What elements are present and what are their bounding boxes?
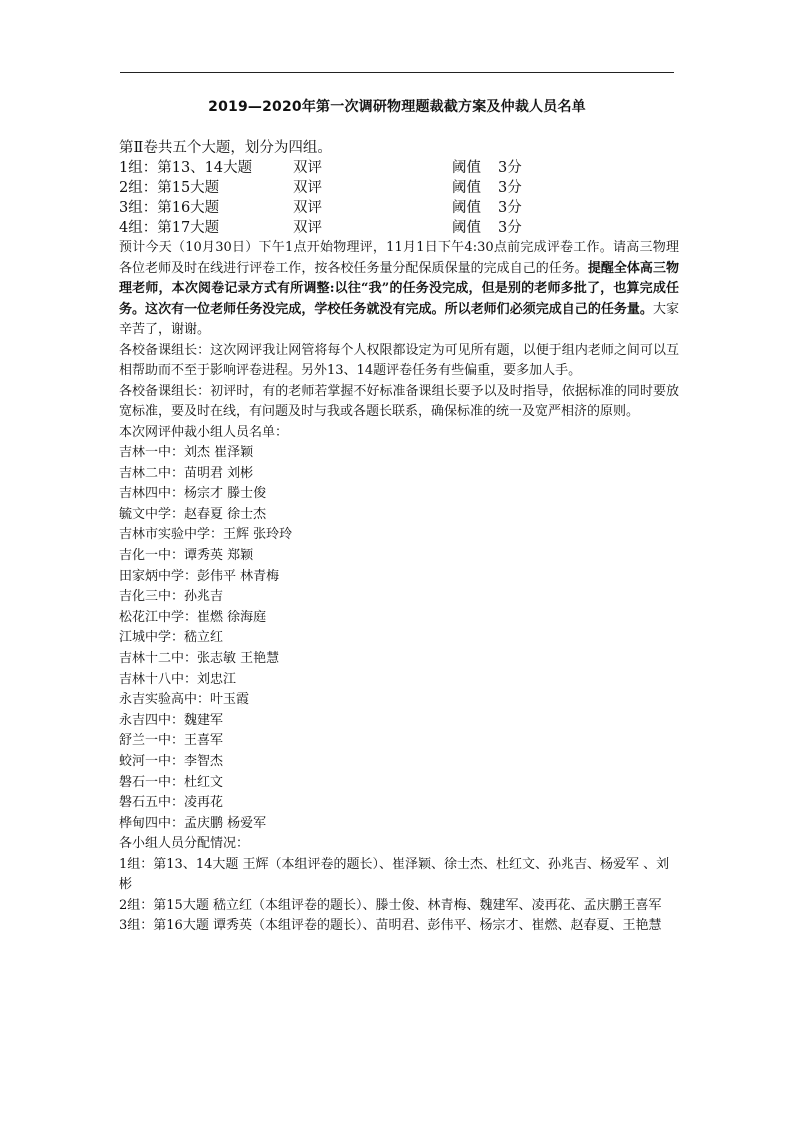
list-item: 毓文中学：赵春夏 徐士杰 xyxy=(119,506,267,522)
group-label: 2组：第15大题 xyxy=(119,180,220,196)
list-item: 吉林二中：苗明君 刘彬 xyxy=(119,465,254,481)
list-item: 吉林十二中：张志敏 王艳慧 xyxy=(119,651,280,667)
list-item: 吉林十八中：刘忠江 xyxy=(119,671,237,687)
threshold-label: 阈值 xyxy=(452,220,481,236)
group-list xyxy=(119,158,679,238)
threshold-value: 3分 xyxy=(498,180,522,196)
list-item: 磐石一中：杜红文 xyxy=(119,774,224,790)
intro-text: 第Ⅱ卷共五个大题，划分为四组。 xyxy=(119,140,332,156)
page-title: 2019—2020年第一次调研物理题裁截方案及仲裁人员名单 xyxy=(208,99,586,115)
list-item: 吉化一中：谭秀英 郑颖 xyxy=(119,548,254,564)
list-item: 松花江中学：崔燃 徐海庭 xyxy=(119,609,267,625)
group-row xyxy=(119,158,679,178)
group-row xyxy=(119,218,679,238)
group-row xyxy=(119,198,679,218)
threshold-value: 3分 xyxy=(498,200,522,216)
document-body xyxy=(119,138,679,937)
assignment-item: 2组：第15大题 嵇立红（本组评卷的题长）、滕士俊、林青梅、魏建军、凌再花、孟庆鹏王喜军 xyxy=(119,897,662,913)
notice-paragraph xyxy=(119,238,679,341)
guidance-paragraph: 各校备课组长：初评时，有的老师若掌握不好标准备课组长要予以及时指导，依据标准的同时要放宽标准，要及时在线，有问题及时与我或各题长联系，确保标准的统一及宽严相济的原则。 xyxy=(119,383,679,419)
list-item: 吉林市实验中学：王辉 张玲玲 xyxy=(119,527,293,543)
threshold-label: 阈值 xyxy=(452,180,481,196)
notice-bold-text: 提醒全体高三物理老师，本次阅卷记录方式有所调整:以往“我”的任务没完成，但是别的老师多批了，也算完成任务。这次有一位老师任务没完成，学校任务就没有完成。所以老师们必须完成自己的任务量。 xyxy=(119,260,679,317)
notice-text: 预计今天（10月30日）下午1点开始物理评，11月1日下午4:30点前完成评卷工作。请高三物理各位老师及时在线进行评卷工作，按各校任务量分配保质保量的完成自己的任务。 xyxy=(119,240,679,276)
threshold-label: 阈值 xyxy=(452,200,481,216)
list-item: 磐石五中：凌再花 xyxy=(119,795,224,811)
assignment-item: 1组：第13、14大题 王辉（本组评卷的题长）、崔泽颖、徐士杰、杜红文、孙兆吉、杨爱军 、刘彬 xyxy=(119,856,670,893)
group-mode: 双评 xyxy=(293,160,322,176)
group-mode: 双评 xyxy=(293,220,322,236)
list-item: 吉林四中：杨宗才 滕士俊 xyxy=(119,486,267,502)
notice-tail-text: 大家辛苦了，谢谢。 xyxy=(119,301,679,337)
list-item: 蛟河一中：李智杰 xyxy=(119,754,224,769)
threshold-value: 3分 xyxy=(498,160,522,176)
list-item: 桦甸四中：孟庆鹏 杨爱军 xyxy=(119,815,267,831)
list-item: 吉化三中：孙兆吉 xyxy=(119,589,224,605)
arbitration-list xyxy=(119,443,679,834)
list-item: 永吉实验高中：叶玉霞 xyxy=(119,692,250,708)
group-mode: 双评 xyxy=(293,200,322,216)
group-mode: 双评 xyxy=(293,180,322,196)
group-row xyxy=(119,178,679,198)
list-item: 吉林一中：刘杰 崔泽颖 xyxy=(119,445,254,461)
permission-paragraph: 各校备课组长：这次网评我让网管将每个人权限都设定为可见所有题，以便于组内老师之间可以互相帮助而不至于影响评卷进程。另外13、14题评卷任务有些偏重，要多加人手。 xyxy=(119,342,679,378)
list-item: 舒兰一中：王喜军 xyxy=(119,733,224,749)
group-label: 3组：第16大题 xyxy=(119,200,220,216)
group-label: 4组：第17大题 xyxy=(119,220,220,236)
assignment-title: 各小组人员分配情况： xyxy=(119,836,250,852)
header-rule xyxy=(120,72,674,73)
list-item: 江城中学：嵇立红 xyxy=(119,630,224,646)
list-title: 本次网评仲裁小组人员名单： xyxy=(119,424,289,440)
group-label: 1组：第13、14大题 xyxy=(119,160,253,176)
threshold-label: 阈值 xyxy=(452,160,481,176)
list-item: 永吉四中：魏建军 xyxy=(119,712,224,728)
list-item: 田家炳中学：彭伟平 林青梅 xyxy=(119,568,280,584)
assignment-item: 3组：第16大题 谭秀英（本组评卷的题长）、苗明君、彭伟平、杨宗才、崔燃、赵春夏、王艳慧 xyxy=(119,918,662,934)
assignment-list xyxy=(119,855,679,937)
threshold-value: 3分 xyxy=(498,220,522,236)
